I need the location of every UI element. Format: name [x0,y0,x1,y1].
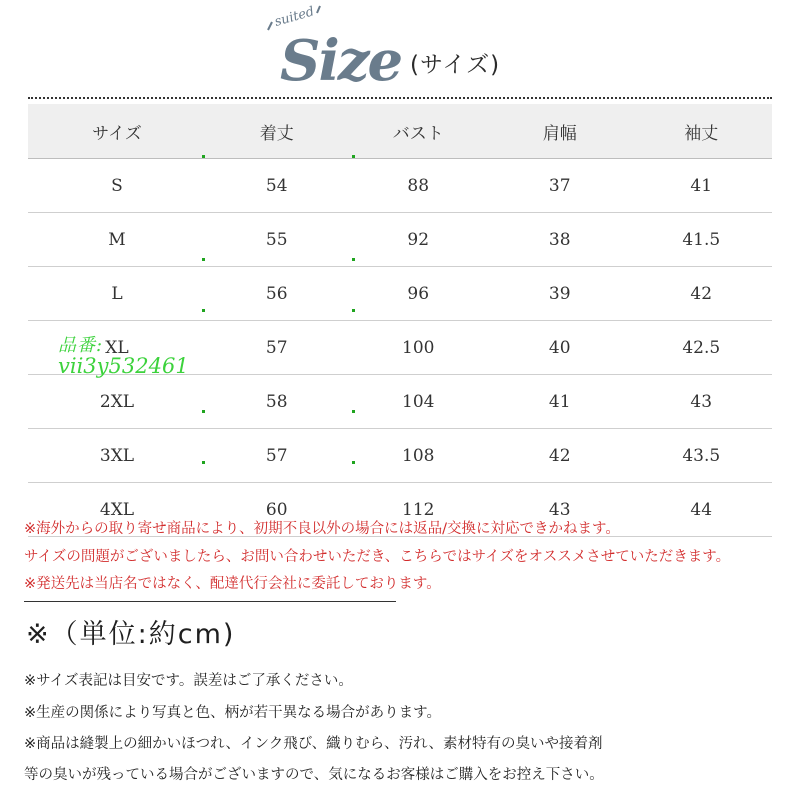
logo-main-text: Size [280,28,402,94]
header-shoulder: 肩幅 [489,104,631,159]
table-cell: L [28,267,206,321]
table-cell: 42 [489,429,631,483]
table-cell: 44 [631,483,773,537]
table-row [28,159,772,213]
green-mark [202,258,205,261]
red-note-returns: ※海外からの取り寄せ商品により、初期不良以外の場合には返品/交換に対応できかねます。 [24,521,620,537]
table-cell: 41 [631,159,773,213]
size-table [28,104,772,537]
green-mark [352,155,355,158]
green-mark [352,410,355,413]
table-cell: 38 [489,213,631,267]
table-row [28,267,772,321]
table-cell: M [28,213,206,267]
header-size: サイズ [28,104,206,159]
green-mark [352,309,355,312]
table-cell: 57 [206,321,348,375]
table-cell: 96 [348,267,490,321]
table-row [28,375,772,429]
note-quality-2: 等の臭いが残っている場合がございますので、気になるお客様はご購入をお控え下さい。 [24,767,604,783]
table-cell: 41 [489,375,631,429]
top-dotted-divider [28,97,772,99]
table-row [28,429,772,483]
table-cell: 3XL [28,429,206,483]
header-sleeve: 袖丈 [631,104,773,159]
table-cell: 43 [631,375,773,429]
note-color-variance: ※生産の関係により写真と色、柄が若干異なる場合があります。 [24,705,441,721]
size-logo [262,0,412,96]
table-cell: 88 [348,159,490,213]
table-header-row [28,104,772,159]
table-cell: 54 [206,159,348,213]
table-cell: 42.5 [631,321,773,375]
table-cell: XL [28,321,206,375]
table-cell: 56 [206,267,348,321]
header-bust: バスト [348,104,490,159]
table-cell: 43.5 [631,429,773,483]
table-cell: S [28,159,206,213]
table-cell: 37 [489,159,631,213]
table-cell: 104 [348,375,490,429]
logo-tick-right [317,6,320,13]
green-mark [202,309,205,312]
table-cell: 39 [489,267,631,321]
green-mark [352,258,355,261]
table-cell: 112 [348,483,490,537]
table-row [28,213,772,267]
header-length: 着丈 [206,104,348,159]
table-cell: 40 [489,321,631,375]
logo-small-text: suited [272,4,316,30]
green-mark [352,461,355,464]
red-note-shipping: ※発送先は当店名ではなく、配達代行会社に委託しております。 [24,576,441,592]
logo-tick-left [268,22,272,30]
green-mark [202,410,205,413]
table-cell: 108 [348,429,490,483]
watermark-label: 品番: [58,335,104,356]
section-divider [24,601,396,602]
header [0,0,800,96]
green-mark [202,155,205,158]
table-cell: 4XL [28,483,206,537]
table-cell: 60 [206,483,348,537]
green-mark [202,461,205,464]
note-quality-1: ※商品は縫製上の細かいほつれ、インク飛び、織りむら、汚れ、素材特有の臭いや接着剤 [24,736,603,752]
table-cell: 42 [631,267,773,321]
unit-heading: ※（単位:約cm) [26,619,236,650]
table-cell: 55 [206,213,348,267]
page-subtitle: (サイズ) [410,52,501,78]
red-note-size-advice: サイズの問題がございましたら、お問い合わせいただき、こちらではサイズをオススメさせていただきます。 [24,549,731,565]
watermark-code: vii3y532461 [58,354,189,378]
table-cell: 41.5 [631,213,773,267]
table-cell: 2XL [28,375,206,429]
table-cell: 57 [206,429,348,483]
table-cell: 100 [348,321,490,375]
table-cell: 58 [206,375,348,429]
table-cell: 43 [489,483,631,537]
product-code-watermark [58,337,189,377]
note-size-guide: ※サイズ表記は目安です。誤差はご了承ください。 [24,673,353,689]
table-cell: 92 [348,213,490,267]
